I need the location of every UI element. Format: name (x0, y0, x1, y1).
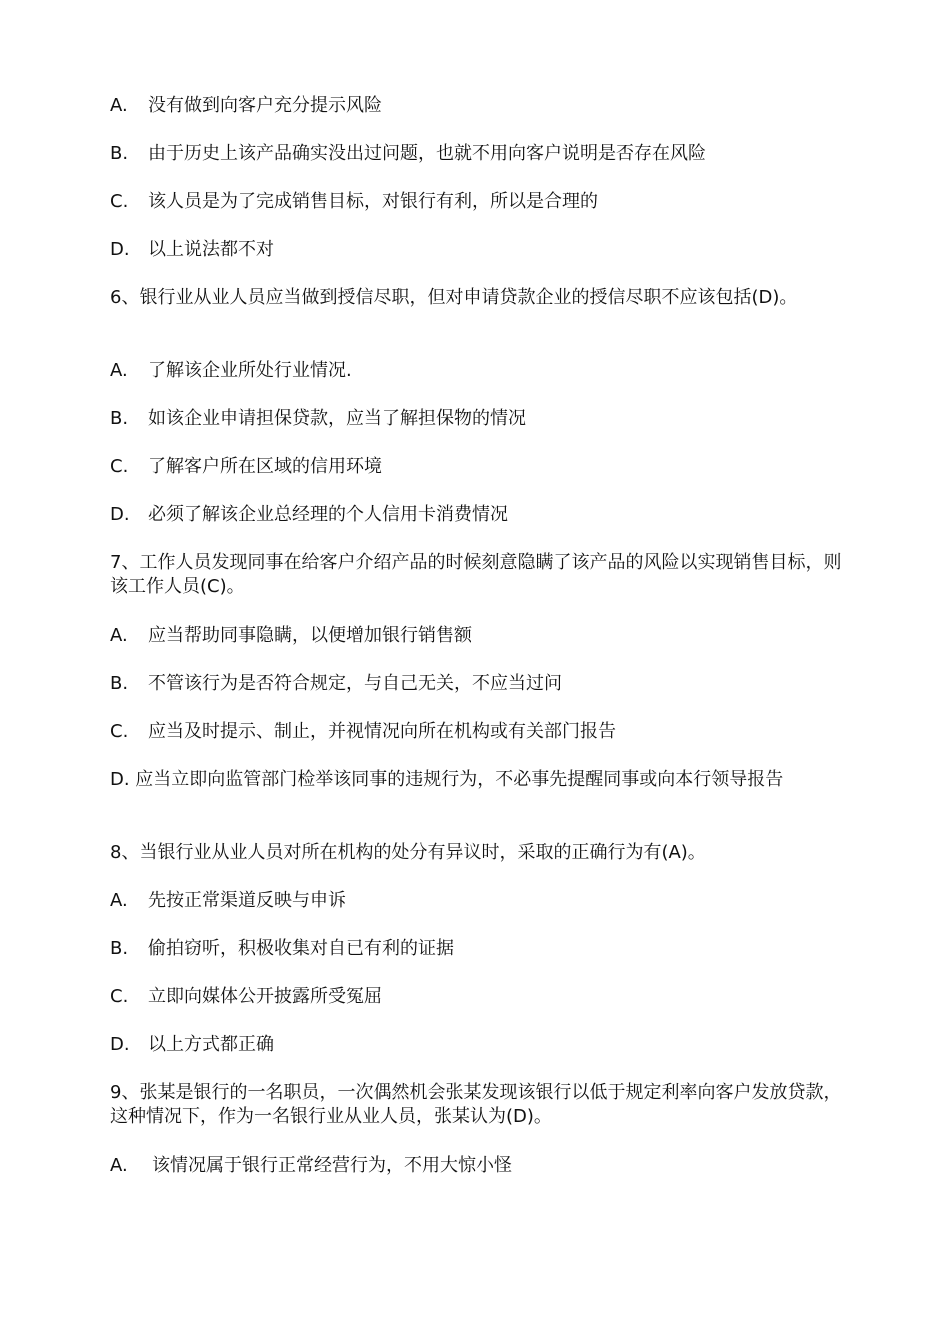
option-a (110, 889, 855, 913)
option-c (110, 720, 855, 744)
option-letter: D. (110, 1034, 130, 1055)
option-letter: D. (110, 239, 130, 260)
option-text: 了解该企业所处行业情况. (148, 360, 352, 381)
option-letter: C. (110, 986, 129, 1007)
option-text: 应当帮助同事隐瞒，以便增加银行销售额 (148, 625, 472, 646)
option-a (110, 1154, 855, 1178)
option-d (110, 238, 855, 262)
option-text: 不管该行为是否符合规定，与自己无关，不应当过问 (148, 673, 562, 694)
question-9: 9、张某是银行的一名职员，一次偶然机会张某发现该银行以低于规定利率向客户发放贷款，这种情况下，作为一名银行业从业人员，张某认为(D)。 (110, 1082, 842, 1127)
option-text: 应当及时提示、制止，并视情况向所在机构或有关部门报告 (148, 721, 616, 742)
question-6: 6、银行业从业人员应当做到授信尽职，但对申请贷款企业的授信尽职不应该包括(D)。 (110, 287, 798, 308)
option-text: 以上说法都不对 (148, 239, 274, 260)
option-b (110, 407, 855, 431)
option-letter: A. (110, 890, 128, 911)
option-text: 如该企业申请担保贷款，应当了解担保物的情况 (148, 408, 526, 429)
option-c (110, 985, 855, 1009)
option-letter: A. (110, 360, 128, 381)
option-letter: A. (110, 95, 128, 116)
option-text: 必须了解该企业总经理的个人信用卡消费情况 (148, 504, 508, 525)
option-text: 该人员是为了完成销售目标，对银行有利，所以是合理的 (148, 191, 598, 212)
option-b (110, 937, 855, 961)
option-d-wrapped: D. 应当立即向监管部门检举该同事的违规行为，不必事先提醒同事或向本行领导报告 (110, 769, 784, 790)
option-text: 以上方式都正确 (148, 1034, 274, 1055)
question-8: 8、当银行业从业人员对所在机构的处分有异议时，采取的正确行为有(A)。 (110, 842, 706, 863)
option-letter: B. (110, 143, 129, 164)
option-text: 该情况属于银行正常经营行为，不用大惊小怪 (152, 1155, 512, 1176)
option-text: 没有做到向客户充分提示风险 (148, 95, 382, 116)
option-text: 先按正常渠道反映与申诉 (148, 890, 346, 911)
option-letter: A. (110, 625, 128, 646)
option-letter: B. (110, 673, 129, 694)
option-a (110, 624, 855, 648)
option-letter: C. (110, 191, 129, 212)
option-b (110, 142, 855, 166)
option-letter: B. (110, 408, 129, 429)
option-a (110, 94, 855, 118)
option-c (110, 190, 855, 214)
option-d (110, 503, 855, 527)
option-letter: D. (110, 504, 130, 525)
question-7: 7、工作人员发现同事在给客户介绍产品的时候刻意隐瞒了该产品的风险以实现销售目标，则该工作人员(C)。 (110, 552, 842, 597)
option-letter: C. (110, 456, 129, 477)
option-a (110, 359, 855, 383)
option-letter: C. (110, 721, 129, 742)
option-text: 偷拍窃听，积极收集对自已有利的证据 (148, 938, 454, 959)
option-d (110, 1033, 855, 1057)
option-letter: B. (110, 938, 129, 959)
option-c (110, 455, 855, 479)
option-text: 立即向媒体公开披露所受冤屈 (148, 986, 382, 1007)
option-text: 由于历史上该产品确实没出过问题，也就不用向客户说明是否存在风险 (148, 143, 706, 164)
option-letter: A. (110, 1155, 128, 1176)
option-b (110, 672, 855, 696)
option-text: 了解客户所在区域的信用环境 (148, 456, 382, 477)
